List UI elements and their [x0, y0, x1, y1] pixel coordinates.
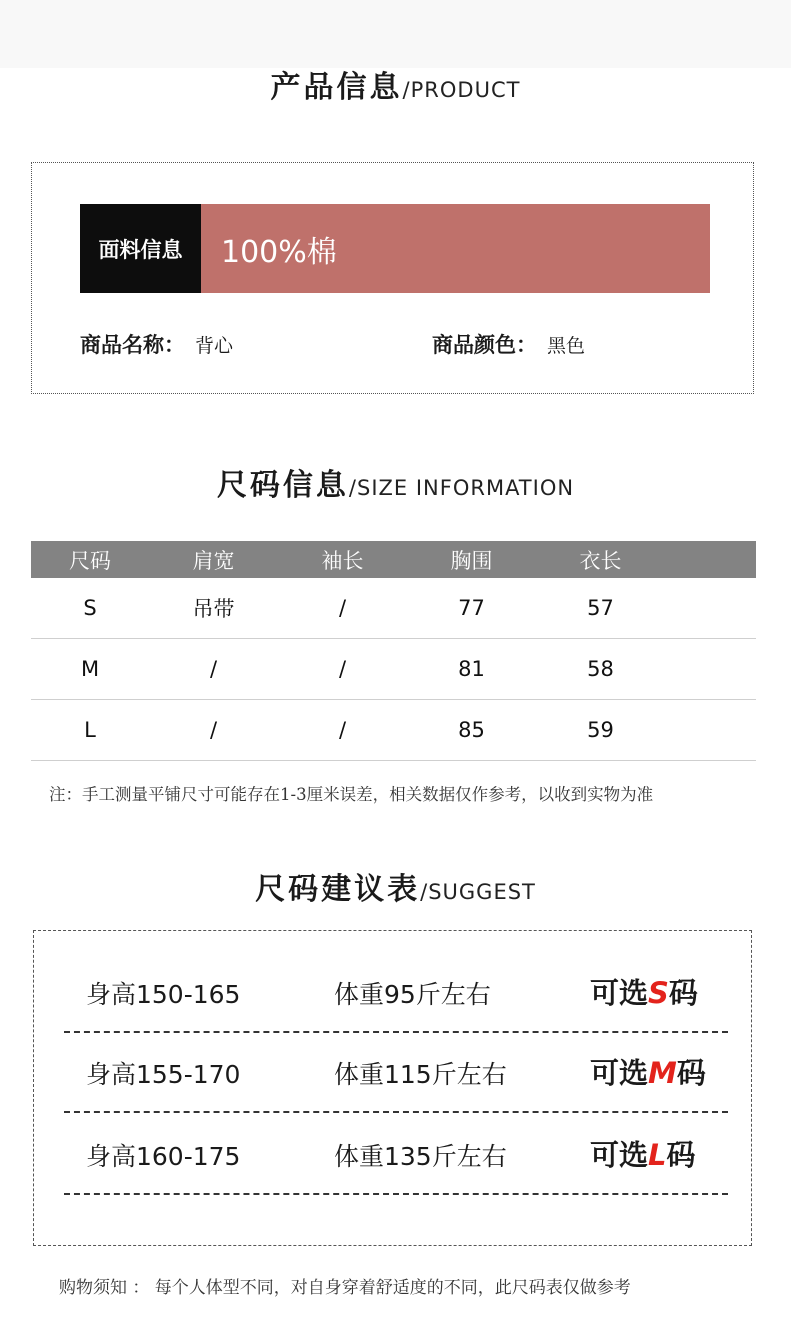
- table-cell: 吊带: [149, 578, 278, 639]
- size-table-header: [31, 541, 756, 578]
- product-section-title: [0, 62, 791, 106]
- suggest-pick-prefix: 可选: [590, 1056, 649, 1090]
- suggest-pick-prefix: 可选: [590, 976, 649, 1010]
- top-band: [0, 0, 791, 68]
- table-cell: /: [278, 639, 407, 700]
- product-color-value: 黑色: [547, 335, 586, 357]
- suggest-weight: 体重135斤左右: [334, 1142, 507, 1171]
- table-cell: 59: [536, 700, 665, 761]
- header-size: 尺码: [31, 541, 149, 578]
- product-name-label: 商品名称：: [80, 333, 185, 357]
- product-color: [432, 329, 585, 359]
- table-cell: 85: [407, 700, 536, 761]
- suggest-box: [33, 930, 752, 1246]
- table-cell-spacer: [665, 700, 756, 761]
- table-cell: 77: [407, 578, 536, 639]
- suggest-pick-suffix: 码: [666, 1138, 696, 1172]
- suggest-pick-suffix: 码: [676, 1056, 706, 1090]
- suggest-pick: [590, 1133, 696, 1174]
- fabric-bar: [80, 204, 710, 293]
- suggest-height: 身高150-165: [86, 980, 241, 1009]
- table-cell: /: [278, 700, 407, 761]
- table-row: [31, 578, 756, 639]
- table-cell: /: [149, 639, 278, 700]
- header-sleeve: 袖长: [278, 541, 407, 578]
- product-title-zh: 产品信息: [270, 70, 403, 105]
- size-section-title: [0, 460, 791, 504]
- size-table: [31, 541, 756, 761]
- suggest-height: 身高160-175: [86, 1142, 241, 1171]
- table-cell: 81: [407, 639, 536, 700]
- table-row: [31, 639, 756, 700]
- table-cell: 57: [536, 578, 665, 639]
- table-cell-spacer: [665, 639, 756, 700]
- header-spacer: [665, 541, 756, 578]
- product-info-box: [31, 162, 754, 394]
- suggest-size: S: [648, 976, 669, 1010]
- header-length: 衣长: [536, 541, 665, 578]
- size-title-en: /SIZE INFORMATION: [348, 476, 575, 500]
- header-shoulder: 肩宽: [149, 541, 278, 578]
- suggest-weight: 体重115斤左右: [334, 1060, 507, 1089]
- suggest-pick-prefix: 可选: [590, 1138, 649, 1172]
- table-cell-spacer: [665, 578, 756, 639]
- measurement-note: 注：手工测量平铺尺寸可能存在1-3厘米误差，相关数据仅作参考，以收到实物为准: [49, 785, 654, 804]
- suggest-pick: [590, 971, 698, 1012]
- suggest-height: 身高155-170: [86, 1060, 241, 1089]
- suggest-size: M: [648, 1056, 677, 1090]
- table-cell: 58: [536, 639, 665, 700]
- table-row: [31, 700, 756, 761]
- suggest-title-en: /SUGGEST: [420, 880, 536, 904]
- suggest-title-zh: 尺码建议表: [255, 872, 421, 907]
- product-title-en: /PRODUCT: [402, 78, 521, 102]
- suggest-section-title: [0, 864, 791, 908]
- table-cell: M: [31, 639, 149, 700]
- table-cell: S: [31, 578, 149, 639]
- suggest-weight: 体重95斤左右: [334, 980, 491, 1009]
- suggest-pick: [590, 1051, 706, 1092]
- table-cell: /: [149, 700, 278, 761]
- suggest-row: [64, 953, 728, 1033]
- table-cell: L: [31, 700, 149, 761]
- product-name-value: 背心: [195, 335, 234, 357]
- header-chest: 胸围: [407, 541, 536, 578]
- fabric-value: 100%棉: [201, 204, 710, 293]
- suggest-row: [64, 1115, 728, 1195]
- suggest-size: L: [648, 1138, 667, 1172]
- product-color-label: 商品颜色：: [432, 333, 537, 357]
- suggest-row: [64, 1033, 728, 1113]
- fabric-label: 面料信息: [80, 204, 201, 293]
- table-cell: /: [278, 578, 407, 639]
- shopping-note: 购物须知 ： 每个人体型不同，对自身穿着舒适度的不同，此尺码表仅做参考: [59, 1278, 631, 1298]
- product-name: [80, 329, 233, 359]
- suggest-pick-suffix: 码: [668, 976, 698, 1010]
- size-title-zh: 尺码信息: [216, 468, 349, 503]
